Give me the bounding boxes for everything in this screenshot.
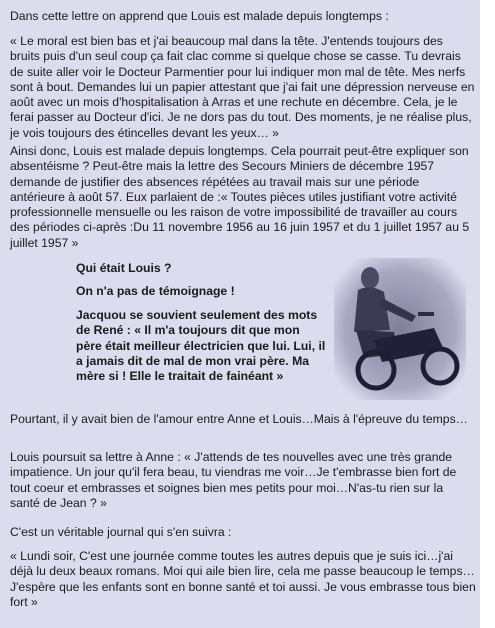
question-heading: Qui était Louis ? <box>76 261 172 275</box>
letter-quote-1: « Le moral est bien bas et j'ai beaucoup mal dans la tête. J'entends toujours des bruits puis d'un seul coup ça fait clac comme si quelque chose se casse. Tu devrais de suite aller voir le Docteur Parmentier pour lui indiquer mon mal de tête. Mes nerfs sont à bout. Demandes lui un papier attestant que j'ai fait une dépression nerveuse en août avec un mois d'hospitalisation à Arras et une rechute en décembre. Cela, je le ferai passer au Docteur d'ici. Je ne dors pas du tout. Des moments, je ne réalise plus, je vois toujours des étincelles devant les yeux… » <box>10 34 475 140</box>
journal-intro: C'est un véritable journal qui s'en suivra : <box>10 525 232 539</box>
letter-quote-3: « Lundi soir, C'est une journée comme toutes les autres depuis que je suis ici…j'ai déjà lu deux beaux romans. Moi qui aile bien lire, cela me passe beaucoup le temps…J'espère que les enfants sont en bonne santé et toi aussi. Je vous embrasse tous bien fort » <box>10 549 476 609</box>
absence-paragraph: Ainsi donc, Louis est malade depuis longtemps. Cela pourrait peut-être expliquer son absentéisme ? Peut-être mais la lettre des Secours Miniers de décembre 1957 demande de justifier des absences répétées au travail mais sur une période antérieure à août 57. Eux parlaient de :« Toutes pièces utiles justifiant votre activité professionnelle mensuelle ou les raison de votre impossibilité de travailler au cours des périodes ci-après :Du 11 novembre 1956 au 16 juin 1957 et du 1 juillet 1957 au 5 juillet 1957 » <box>10 144 470 250</box>
intro-paragraph: Dans cette lettre on apprend que Louis est malade depuis longtemps : <box>10 9 389 23</box>
letter-quote-2: Louis poursuit sa lettre à Anne : « J'attends de tes nouvelles avec une très grande impatience. Un jour qu'il fera beau, tu viendras me voir…Je t'embrasse bien fort de tout coeur et embrasses et soignes bien mes petits pour moi…N'as-tu rien sur la santé de Jean ? » <box>10 450 457 510</box>
jacquou-memory-text: Jacquou se souvient seulement des mots de René : « Il m'a toujours dit que mon père était meilleur électricien que lui. Lui, il a jamais dit de mal de mon vrai père. Ma mère si ! Elle le traitait de fainéant » <box>76 308 326 384</box>
photo-man-on-motorcycle <box>334 258 466 400</box>
love-paragraph: Pourtant, il y avait bien de l'amour entre Anne et Louis…Mais à l'épreuve du temps… <box>10 412 468 426</box>
no-testimony-text: On n'a pas de témoignage ! <box>76 284 235 298</box>
